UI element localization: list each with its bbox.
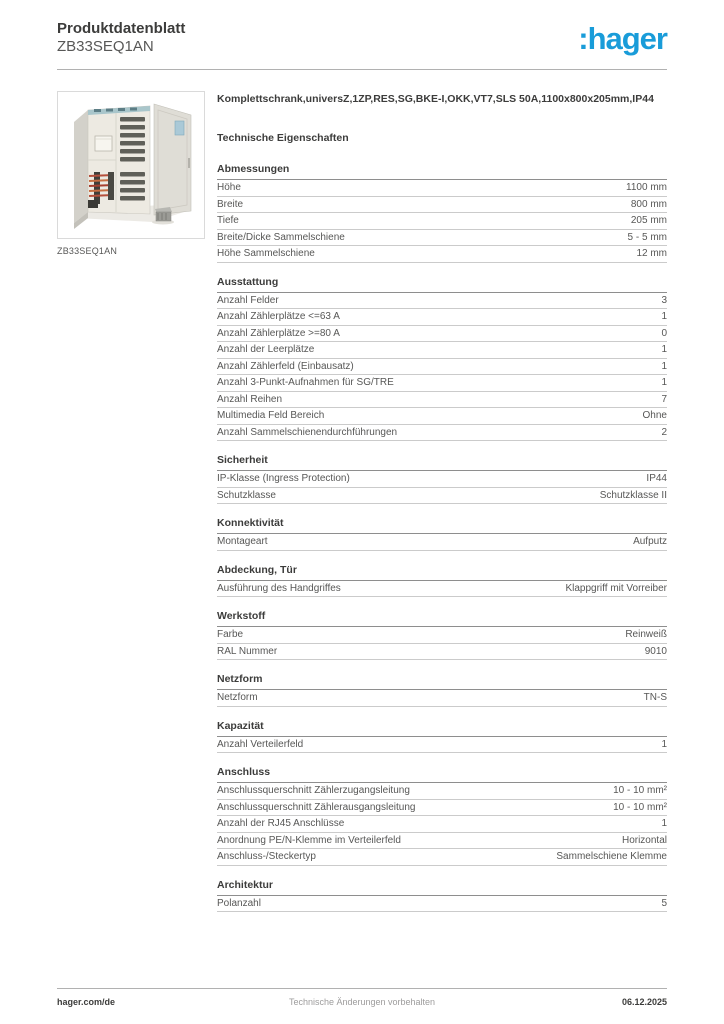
spec-label: Anordnung PE/N-Klemme im Verteilerfeld	[217, 834, 401, 846]
cabinet-illustration	[58, 92, 204, 238]
section-heading: Ausstattung	[217, 276, 667, 293]
spec-row	[217, 180, 667, 197]
spec-row	[217, 581, 667, 598]
spec-label: Anschluss-/Steckertyp	[217, 851, 316, 862]
spec-row	[217, 737, 667, 754]
section-heading: Architektur	[217, 879, 667, 896]
spec-section	[217, 564, 667, 598]
spec-row	[217, 246, 667, 263]
section-heading: Konnektivität	[217, 517, 667, 534]
spec-value: 10 - 10 mm²	[613, 801, 667, 813]
spec-column	[217, 91, 667, 912]
spec-value: 12 mm	[636, 248, 667, 259]
spec-value: 7	[661, 393, 667, 405]
spec-label: Tiefe	[217, 215, 239, 226]
spec-value: Horizontal	[621, 834, 667, 846]
spec-label: Anzahl Zählerplätze <=63 A	[217, 311, 340, 322]
spec-section	[217, 610, 667, 660]
spec-value: 1	[661, 311, 667, 322]
spec-row	[217, 627, 667, 644]
spec-label: Farbe	[217, 629, 244, 640]
content-area	[57, 91, 667, 912]
spec-label: Höhe	[217, 182, 241, 193]
spec-label: Schutzklasse	[217, 489, 276, 501]
spec-label: Breite	[217, 198, 244, 210]
product-image-caption: ZB33SEQ1AN	[57, 246, 118, 256]
spec-row	[217, 816, 667, 833]
spec-section	[217, 720, 667, 754]
spec-value: 3	[661, 294, 667, 306]
spec-value: 2	[661, 426, 667, 438]
spec-row	[217, 213, 667, 230]
spec-row	[217, 230, 667, 247]
spec-value: 1	[661, 738, 667, 750]
spec-label: Ausführung des Handgriffes	[217, 582, 341, 594]
document-type-title: Produktdatenblatt	[57, 20, 186, 37]
spec-value: 9010	[644, 645, 667, 657]
spec-value: 0	[661, 327, 667, 339]
spec-value: 205 mm	[630, 215, 667, 226]
spec-label: Multimedia Feld Bereich	[217, 410, 325, 421]
section-heading: Abmessungen	[217, 163, 667, 180]
spec-section	[217, 879, 667, 913]
spec-label: Breite/Dicke Sammelschiene	[217, 231, 345, 243]
spec-row	[217, 849, 667, 866]
spec-sections	[217, 163, 667, 912]
tech-properties-heading: Technische Eigenschaften	[217, 132, 349, 144]
spec-row	[217, 833, 667, 850]
spec-value: 1	[661, 344, 667, 355]
spec-row	[217, 690, 667, 707]
spec-value: 10 - 10 mm²	[613, 785, 667, 796]
spec-label: Anzahl Zählerplätze >=80 A	[217, 327, 340, 339]
spec-label: Anschlussquerschnitt Zählerzugangsleitung	[217, 785, 410, 796]
spec-label: Anzahl Felder	[217, 294, 279, 306]
spec-label: Anzahl der Leerplätze	[217, 344, 315, 355]
spec-row	[217, 342, 667, 359]
spec-value: IP44	[646, 473, 667, 484]
spec-label: Polanzahl	[217, 897, 261, 909]
hager-logo: :hager	[578, 21, 667, 56]
spec-row	[217, 425, 667, 442]
spec-row	[217, 197, 667, 214]
page-header	[57, 20, 667, 56]
spec-label: Höhe Sammelschiene	[217, 248, 315, 259]
footer-disclaimer: Technische Änderungen vorbehalten	[288, 997, 436, 1007]
spec-row	[217, 326, 667, 343]
spec-value: 5	[661, 897, 667, 909]
spec-value: 1	[661, 360, 667, 372]
product-image-column	[57, 91, 205, 912]
header-divider	[57, 69, 667, 70]
spec-label: RAL Nummer	[217, 645, 278, 657]
spec-row	[217, 293, 667, 310]
section-heading: Abdeckung, Tür	[217, 564, 667, 581]
header-titles	[57, 20, 185, 56]
product-reference: ZB33SEQ1AN	[57, 38, 154, 55]
spec-value: TN-S	[643, 692, 667, 703]
spec-row	[217, 408, 667, 425]
spec-row	[217, 375, 667, 392]
spec-label: Anzahl Reihen	[217, 393, 283, 405]
section-heading: Anschluss	[217, 766, 667, 783]
spec-value: 1	[661, 377, 667, 388]
spec-label: Anzahl 3-Punkt-Aufnahmen für SG/TRE	[217, 377, 394, 388]
spec-label: Anzahl Sammelschienendurchführungen	[217, 426, 398, 438]
spec-label: Netzform	[217, 692, 258, 703]
product-title: Komplettschrank,universZ,1ZP,RES,SG,BKE-I,OKK,VT7,SLS 50A,1100x800x205mm,IP44	[217, 93, 654, 105]
spec-row	[217, 359, 667, 376]
section-heading: Sicherheit	[217, 454, 667, 471]
section-heading: Kapazität	[217, 720, 667, 737]
spec-label: Anschlussquerschnitt Zählerausgangsleitung	[217, 801, 416, 813]
spec-section	[217, 517, 667, 551]
spec-section	[217, 766, 667, 866]
spec-section	[217, 673, 667, 707]
spec-row	[217, 488, 667, 505]
spec-row	[217, 471, 667, 488]
section-heading: Netzform	[217, 673, 667, 690]
spec-value: 1100 mm	[626, 182, 667, 193]
page-footer	[57, 988, 667, 1007]
spec-label: Anzahl der RJ45 Anschlüsse	[217, 818, 345, 829]
spec-value: 800 mm	[630, 198, 667, 210]
footer-date: 06.12.2025	[621, 997, 667, 1007]
spec-row	[217, 800, 667, 817]
spec-label: Anzahl Verteilerfeld	[217, 738, 304, 750]
spec-label: IP-Klasse (Ingress Protection)	[217, 473, 350, 484]
spec-row	[217, 309, 667, 326]
spec-value: 1	[661, 818, 667, 829]
spec-label: Montageart	[217, 536, 268, 547]
spec-value: Sammelschiene Klemme	[556, 851, 667, 862]
spec-value: 5 - 5 mm	[627, 231, 667, 243]
spec-row	[217, 783, 667, 800]
footer-website: hager.com/de	[57, 997, 116, 1007]
product-image	[57, 91, 205, 239]
spec-value: Klappgriff mit Vorreiber	[565, 582, 667, 594]
spec-label: Anzahl Zählerfeld (Einbausatz)	[217, 360, 354, 372]
spec-section	[217, 276, 667, 442]
spec-row	[217, 534, 667, 551]
spec-value: Ohne	[642, 410, 667, 421]
spec-section	[217, 163, 667, 263]
spec-row	[217, 392, 667, 409]
spec-row	[217, 644, 667, 661]
spec-row	[217, 896, 667, 913]
spec-value: Aufputz	[633, 536, 667, 547]
spec-section	[217, 454, 667, 504]
section-heading: Werkstoff	[217, 610, 667, 627]
spec-value: Reinweiß	[625, 629, 667, 640]
spec-value: Schutzklasse II	[599, 489, 667, 501]
